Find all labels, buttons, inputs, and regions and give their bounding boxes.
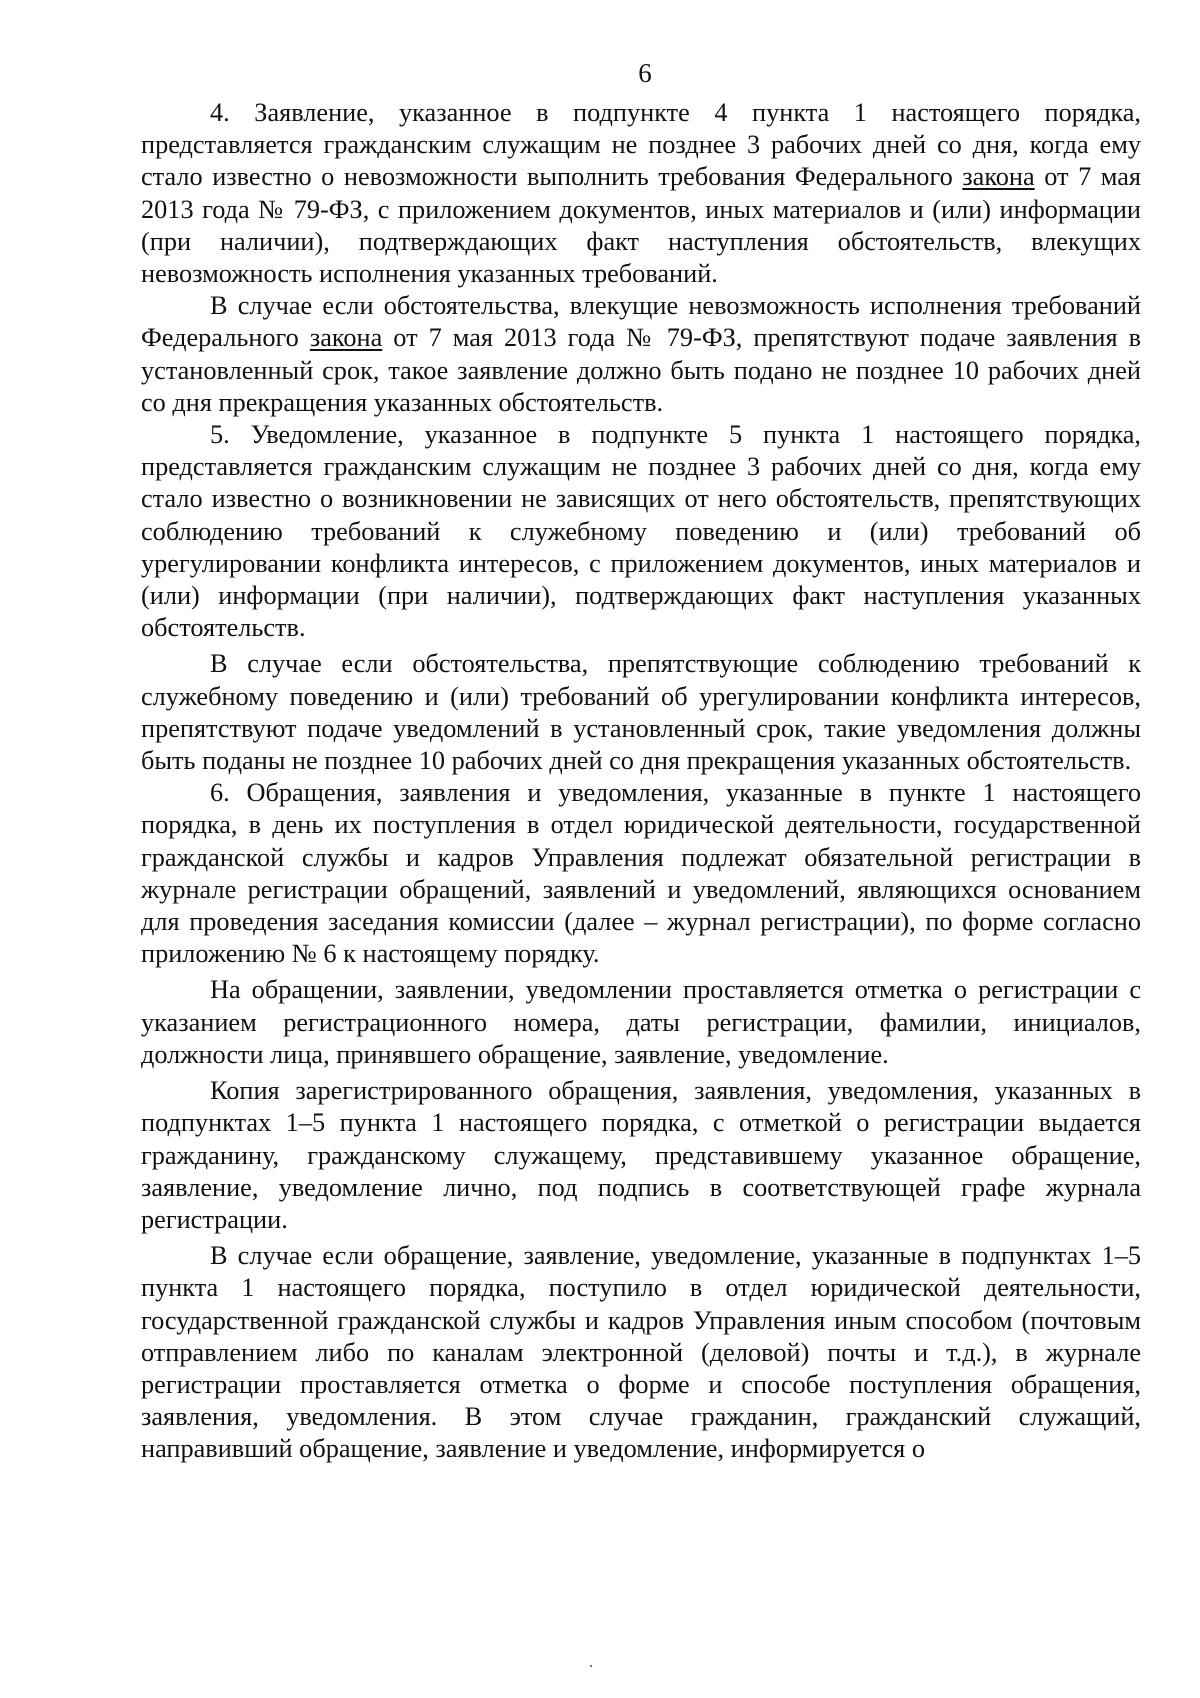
paragraph-5-deadline: В случае если обстоятельства, препятствующие соблюдению требований к служебному поведению и (или) требований об урегулировании конфликта интересов, препятствуют подаче уведомлений в установленный срок, такие уведомления должны быть поданы не позднее 10 рабочих дней со дня прекращения указанных обстоятельств. <box>141 649 1141 776</box>
paragraph-5-notification: 5. Уведомление, указанное в подпункте 5 пункта 1 настоящего порядка, представляется гражданским служащим не позднее 3 рабочих дней со дня, когда ему стало известно о возникновении не зависящих от него обстоятельств, препятствующих соблюдению требований к служебному поведению и (или) требований об урегулировании конфликта интересов, с приложением документов, иных материалов и (или) информации (при наличии), подтверждающих факт наступления указанных обстоятельств. <box>141 420 1141 643</box>
paragraph-4-deadline <box>141 290 1141 419</box>
page-number: 6 <box>638 58 652 88</box>
paragraph-4-statement <box>141 97 1141 290</box>
scan-speck <box>590 1665 592 1667</box>
paragraph-6-copy: Копия зарегистрированного обращения, заявления, уведомления, указанных в подпунктах 1–5 пункта 1 настоящего порядка, с отметкой о регистрации выдается гражданину, гражданскому служащему, представившему указанное обращение, заявление, уведомление лично, под подпись в соответствующей графе журнала регистрации. <box>141 1076 1141 1234</box>
paragraph-text: 4. Заявление, указанное в подпункте 4 пункта 1 настоящего порядка, представляется гражданским служащим не позднее 3 рабочих дней со дня, когда ему стало известно о невозможности выполнить требования Федерального <box>141 98 1141 192</box>
law-link[interactable]: закона <box>309 323 383 353</box>
paragraph-6-registration: 6. Обращения, заявления и уведомления, указанные в пункте 1 настоящего порядка, в день их поступления в отдел юридической деятельности, государственной гражданской службы и кадров Управления подлежат обязательной регистрации в журнале регистрации обращений, заявлений и уведомлений, являющихся основанием для проведения заседания комиссии (далее – журнал регистрации), по форме согласно приложению № 6 к настоящему порядку. <box>141 778 1141 969</box>
paragraph-text: от 7 мая 2013 года № 79-ФЗ, препятствуют подаче заявления в установленный срок, такое заявление должно быть подано не позднее 10 рабочих дней со дня прекращения указанных обстоятельств. <box>141 323 1141 417</box>
paragraph-6-other-channels: В случае если обращение, заявление, уведомление, указанные в подпунктах 1–5 пункта 1 настоящего порядка, поступило в отдел юридической деятельности, государственной гражданской службы и кадров Управления иным способом (почтовым отправлением либо по каналам электронной (деловой) почты и т.д.), в журнале регистрации проставляется отметка о форме и способе поступления обращения, заявления, уведомления. В этом случае гражданин, гражданский служащий, направивший обращение, заявление и уведомление, информируется о <box>141 1241 1141 1464</box>
law-link[interactable]: закона <box>962 162 1035 192</box>
paragraph-6-mark: На обращении, заявлении, уведомлении проставляется отметка о регистрации с указанием регистрационного номера, даты регистрации, фамилии, инициалов, должности лица, принявшего обращение, заявление, уведомление. <box>141 975 1141 1069</box>
document-body <box>141 97 1141 1466</box>
paragraph-text: от 7 мая 2013 года № 79-ФЗ, с приложением документов, иных материалов и (или) информации (при наличии), подтверждающих факт наступления обстоятельств, влекущих невозможность исполнения указанных требований. <box>141 162 1141 289</box>
paragraph-text: В случае если обстоятельства, влекущие невозможность исполнения требований Федерального <box>141 291 1141 353</box>
